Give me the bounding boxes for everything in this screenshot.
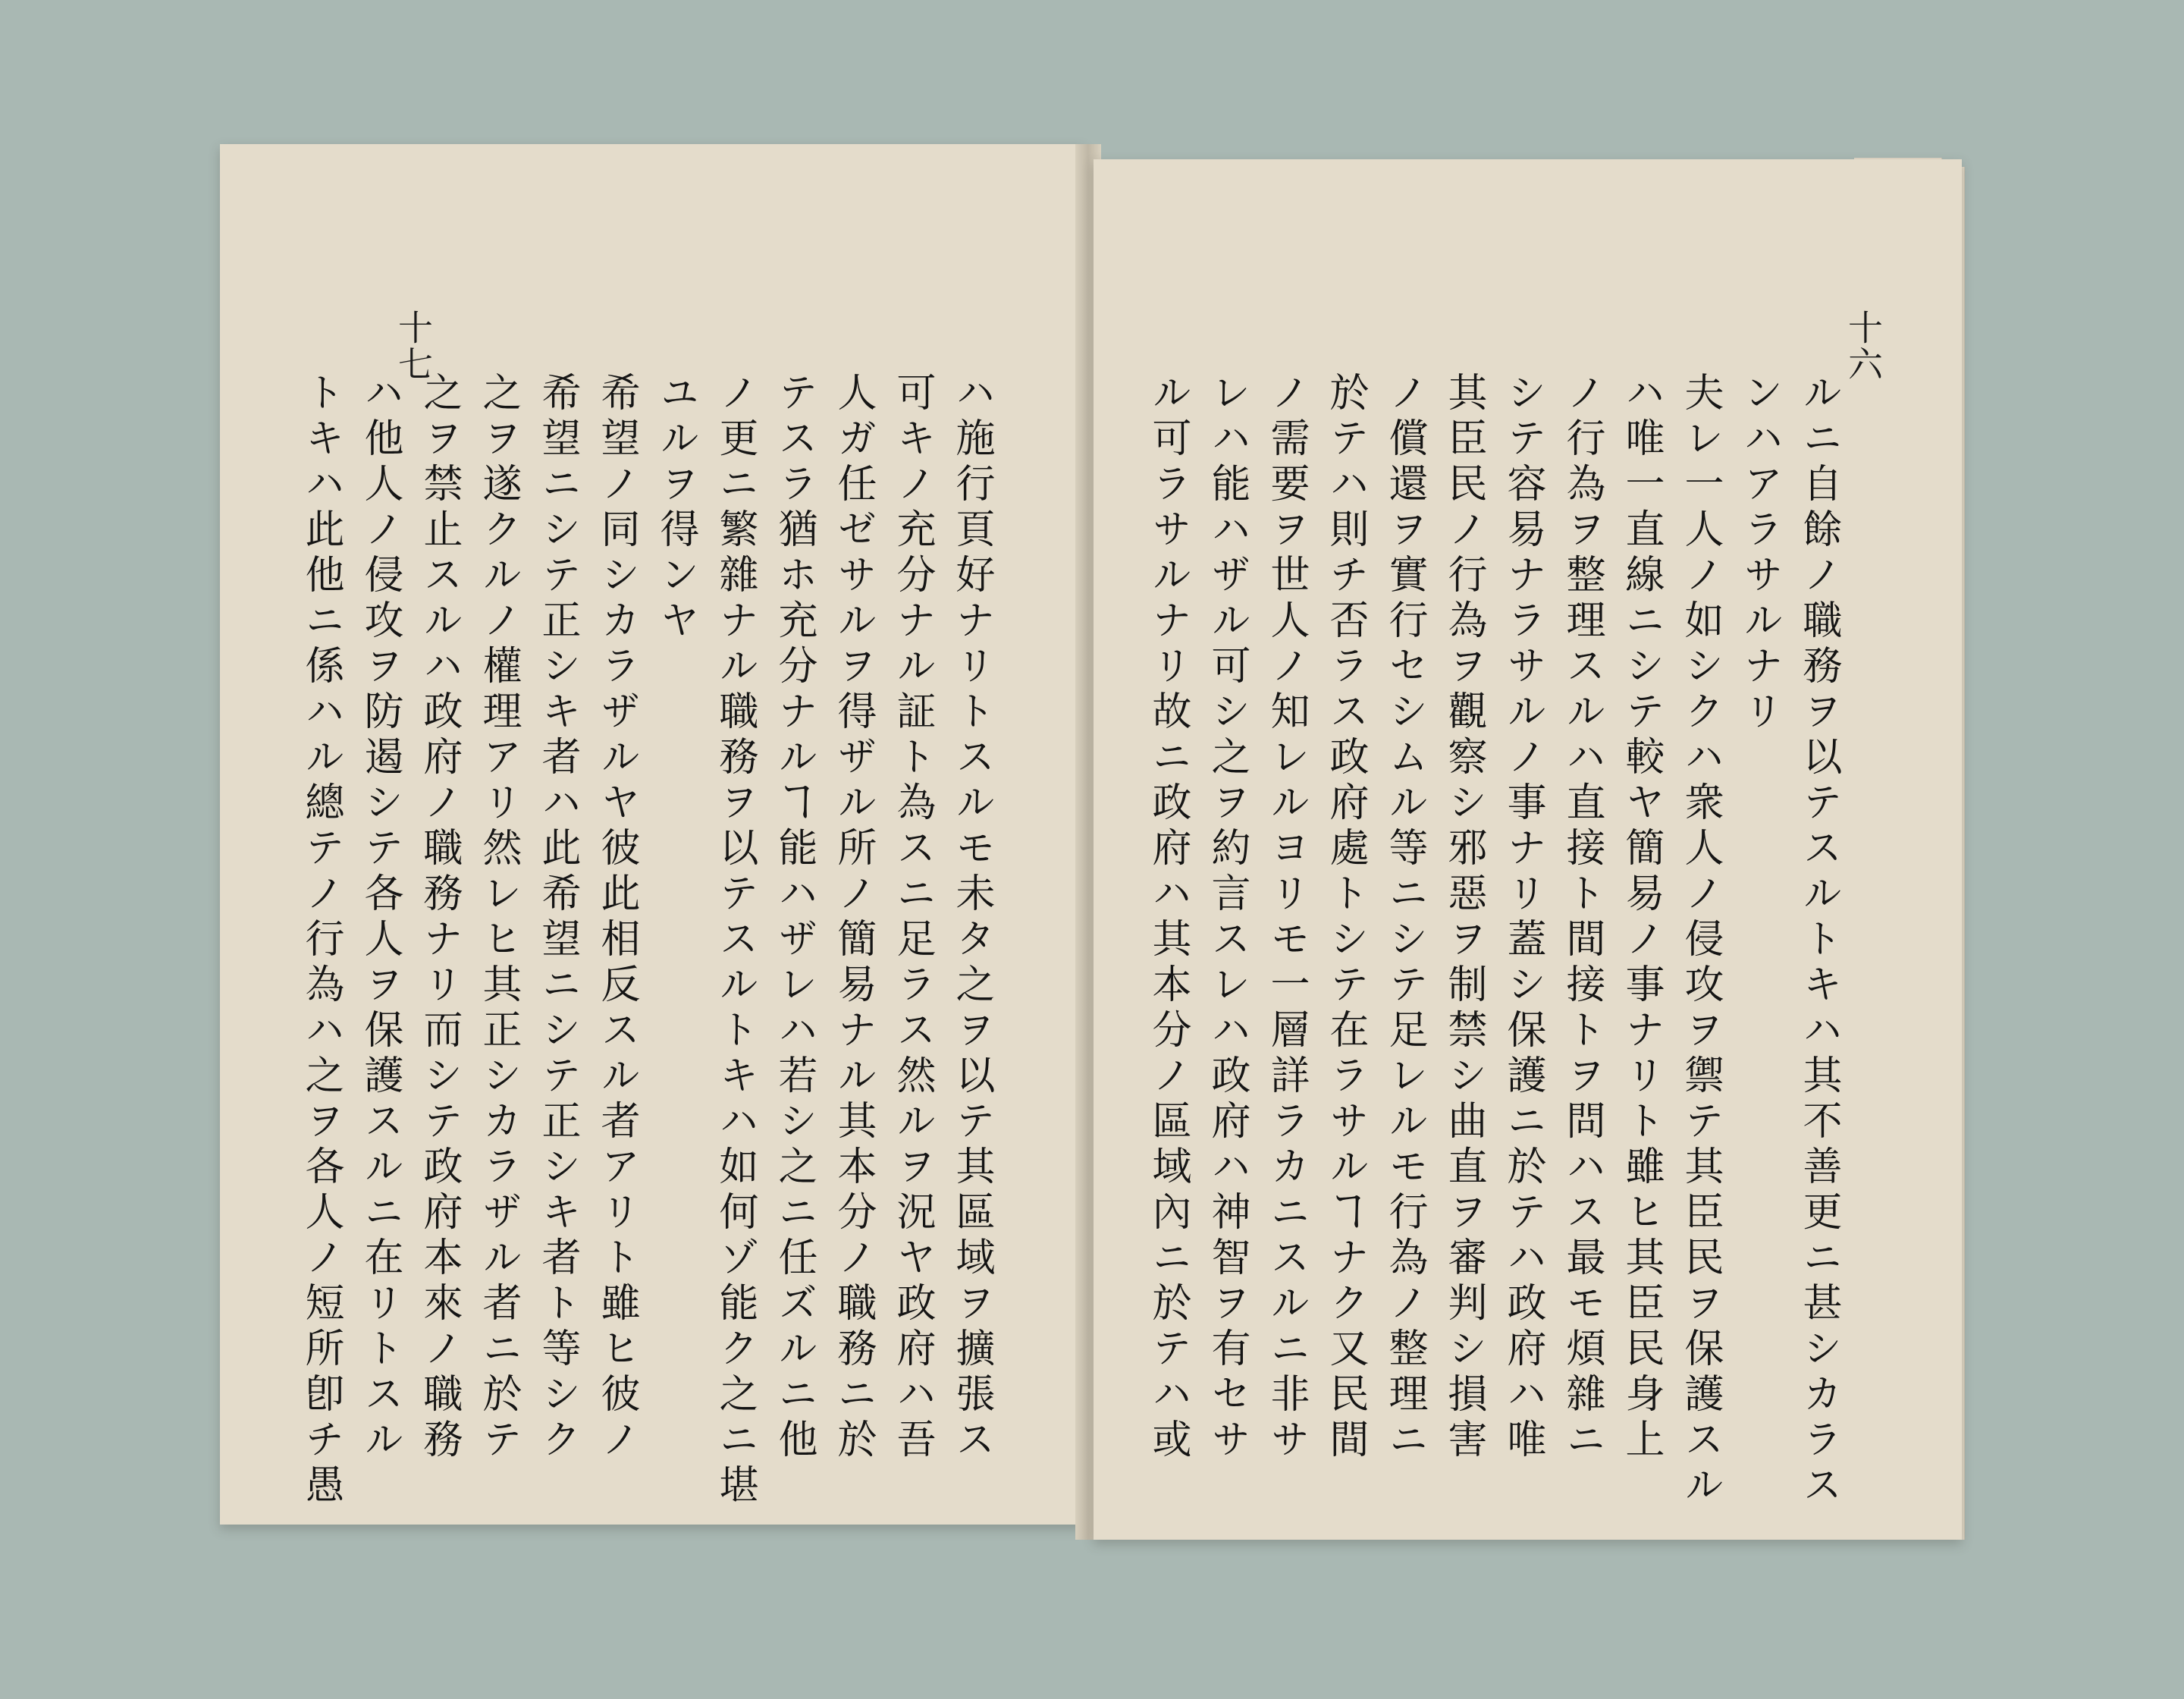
text-column: ンハアラサルナリ [1737, 372, 1782, 736]
right-page-number: 十六 [1843, 309, 1884, 382]
text-column: 希望ニシテ正シキ者ハ此希望ニシテ正シキ者ト等シク [535, 372, 580, 1464]
text-column: ユルヲ得ンヤ [653, 372, 698, 645]
text-column: 夫レ一人ノ如シクハ衆人ノ侵攻ヲ禦テ其臣民ヲ保護スル [1677, 372, 1723, 1509]
left-page-text [298, 372, 1001, 1509]
text-column: ルニ自餘ノ職務ヲ以テスルトキハ其不善更ニ甚シカラス [1796, 372, 1841, 1509]
text-column: ル可ラサルナリ故ニ政府ハ其本分ノ區域內ニ於テハ或 [1145, 372, 1191, 1464]
text-column: 其臣民ノ行為ヲ觀察シ邪惡ヲ制禁シ曲直ヲ審判シ損害 [1441, 372, 1486, 1464]
text-column: 可キノ充分ナル証ト為スニ足ラス然ルヲ況ヤ政府ハ吾 [890, 372, 935, 1464]
text-column: ハ施行頁好ナリトスルモ未タ之ヲ以テ其區域ヲ擴張ス [949, 372, 994, 1464]
open-book [220, 144, 1964, 1525]
text-column: テスラ猶ホ充分ナルヿ能ハザレハ若シ之ニ任ズルニ他 [771, 372, 817, 1464]
right-page [1094, 159, 1962, 1540]
text-column: ハ唯一直線ニシテ較ヤ簡易ノ事ナリト雖ヒ其臣民身上 [1618, 372, 1664, 1464]
text-column: ノ更ニ繁雜ナル職務ヲ以テスルトキハ如何ゾ能ク之ニ堪 [712, 372, 758, 1509]
left-page [220, 144, 1084, 1525]
text-column: 之ヲ遂クルノ權理アリ然レヒ其正シカラザル者ニ於テ [475, 372, 521, 1464]
text-column: ノ償還ヲ實行セシムル等ニシテ足レルモ行為ノ整理ニ [1382, 372, 1427, 1464]
text-column: トキハ此他ニ係ハル總テノ行為ハ之ヲ各人ノ短所卽チ愚 [298, 372, 344, 1509]
text-column: レハ能ハザル可シ之ヲ約言スレハ政府ハ神智ヲ有セサ [1204, 372, 1250, 1464]
text-column: 於テハ則チ否ラス政府處トシテ在ラサルヿナク又民間 [1323, 372, 1368, 1464]
text-column: シテ容易ナラサルノ事ナリ蓋シ保護ニ於テハ政府ハ唯 [1500, 372, 1545, 1464]
text-column: 人ガ任ゼサルヲ得ザル所ノ簡易ナル其本分ノ職務ニ於 [830, 372, 876, 1464]
text-column: ハ他人ノ侵攻ヲ防遏シテ各人ヲ保護スルニ在リトスル [357, 372, 403, 1464]
left-page-number: 十七 [393, 309, 434, 382]
text-column: ノ行為ヲ整理スルハ直接ト間接トヲ問ハス最モ煩雜ニ [1559, 372, 1605, 1464]
right-page-text [1145, 372, 1848, 1509]
text-column: 之ヲ禁止スルハ政府ノ職務ナリ而シテ政府本來ノ職務 [416, 372, 462, 1464]
text-column: ノ需要ヲ世人ノ知レルヨリモ一層詳ラカニスルニ非サ [1263, 372, 1309, 1464]
text-column: 希望ノ同シカラザルヤ彼此相反スル者アリト雖ヒ彼ノ [594, 372, 639, 1464]
